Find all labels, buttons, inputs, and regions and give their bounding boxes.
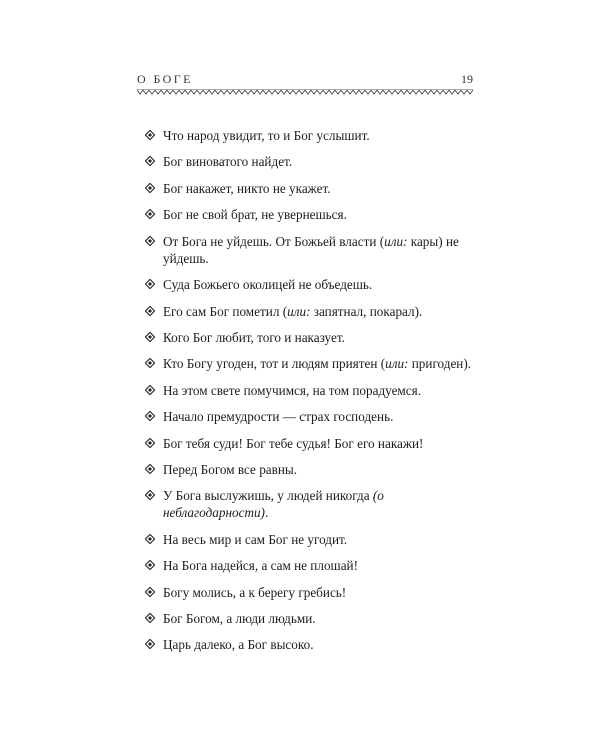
proverb-fragment: От Бога не уйдешь. От Божьей власти ( [163,233,385,249]
proverb-fragment: запятнал, покарал). [310,303,423,319]
proverb-text [163,383,421,398]
proverb-note: (о неблагодарности) [163,488,384,521]
page-number: 19 [461,72,473,86]
proverb-text [163,207,347,222]
proverb-item [145,127,480,144]
proverb-text [163,558,358,573]
diamond-bullet-icon [145,236,155,246]
diamond-bullet-icon [145,560,155,570]
proverb-text [163,436,423,451]
running-title: О БОГЕ [137,72,193,86]
diamond-bullet-icon [145,639,155,649]
proverb-fragment: Бог виноватого найдет. [163,154,293,170]
proverb-text [163,330,345,345]
proverb-note: или: [384,233,408,249]
proverb-fragment: На весь мир и сам Бог не угодит. [163,531,348,547]
proverb-fragment: Кто Богу угоден, тот и людям приятен ( [163,356,386,372]
proverb-item [145,531,480,548]
diamond-bullet-icon [145,490,155,500]
proverb-note: или: [385,356,409,372]
diamond-bullet-icon [145,279,155,289]
diamond-bullet-icon [145,306,155,316]
proverb-text [163,409,393,424]
diamond-bullet-icon [145,587,155,597]
proverb-text [163,611,316,626]
proverb-text [163,277,372,292]
proverb-list [145,127,480,663]
diamond-bullet-icon [145,385,155,395]
proverb-text [163,532,347,547]
proverb-fragment: Что народ увидит, то и Бог услышит. [163,128,370,143]
proverb-fragment: У Бога выслужишь, у людей никогда [163,488,373,504]
proverb-fragment: Начало премудрости — страх господень. [163,409,394,425]
proverb-item [145,329,480,346]
proverb-fragment: Царь далеко, а Бог высоко. [163,637,314,653]
proverb-text [163,585,346,600]
proverb-item [145,355,480,372]
proverb-text [163,154,292,169]
proverb-item [145,180,480,197]
diamond-bullet-icon [145,209,155,219]
proverb-fragment: Бог Богом, а люди людьми. [163,611,316,627]
proverb-item [145,487,480,521]
proverb-item [145,303,480,320]
diamond-bullet-icon [145,358,155,368]
proverb-item [145,206,480,223]
proverb-fragment: Богу молись, а к берегу гребись! [163,584,347,600]
diamond-bullet-icon [145,464,155,474]
proverb-item [145,557,480,574]
proverb-fragment: Его сам Бог пометил ( [163,303,288,319]
proverb-item [145,610,480,627]
proverb-item [145,233,480,267]
diamond-bullet-icon [145,534,155,544]
proverb-fragment: Бог не свой брат, не увернешься. [163,207,347,223]
proverb-item [145,636,480,653]
diamond-bullet-icon [145,438,155,448]
proverb-fragment: пригоден). [408,356,472,372]
proverb-fragment: Перед Богом все равны. [163,461,298,477]
diamond-bullet-icon [145,613,155,623]
proverb-text [163,637,314,652]
proverb-fragment: Суда Божьего околицей не объедешь. [163,277,373,293]
proverb-item [145,276,480,293]
proverb-text [163,234,459,266]
diamond-bullet-icon [145,332,155,342]
proverb-note: или: [287,303,311,319]
proverb-text [163,462,297,477]
proverb-item [145,408,480,425]
diamond-bullet-icon [145,156,155,166]
proverb-fragment: кары) не уйдешь. [163,233,459,266]
proverb-fragment: Бог накажет, никто не укажет. [163,180,331,196]
proverb-item [145,153,480,170]
proverb-text [163,128,370,143]
proverb-item [145,382,480,399]
proverb-fragment: Кого Бог любит, того и наказует. [163,329,345,345]
proverb-text [163,304,422,319]
diamond-bullet-icon [145,130,155,140]
decorative-border [137,89,473,95]
proverb-fragment: На Бога надейся, а сам не плошай! [163,558,358,574]
proverb-fragment: Бог тебя суди! Бог тебе судья! Бог его накажи! [163,435,424,451]
proverb-text [163,181,331,196]
proverb-fragment: На этом свете помучимся, на том порадуемся. [163,382,421,398]
proverb-item [145,461,480,478]
proverb-item [145,584,480,601]
diamond-bullet-icon [145,183,155,193]
proverb-fragment: . [264,505,269,521]
proverb-item [145,435,480,452]
diamond-bullet-icon [145,411,155,421]
proverb-text [163,356,471,371]
proverb-text [163,488,384,520]
page-header [137,72,473,88]
